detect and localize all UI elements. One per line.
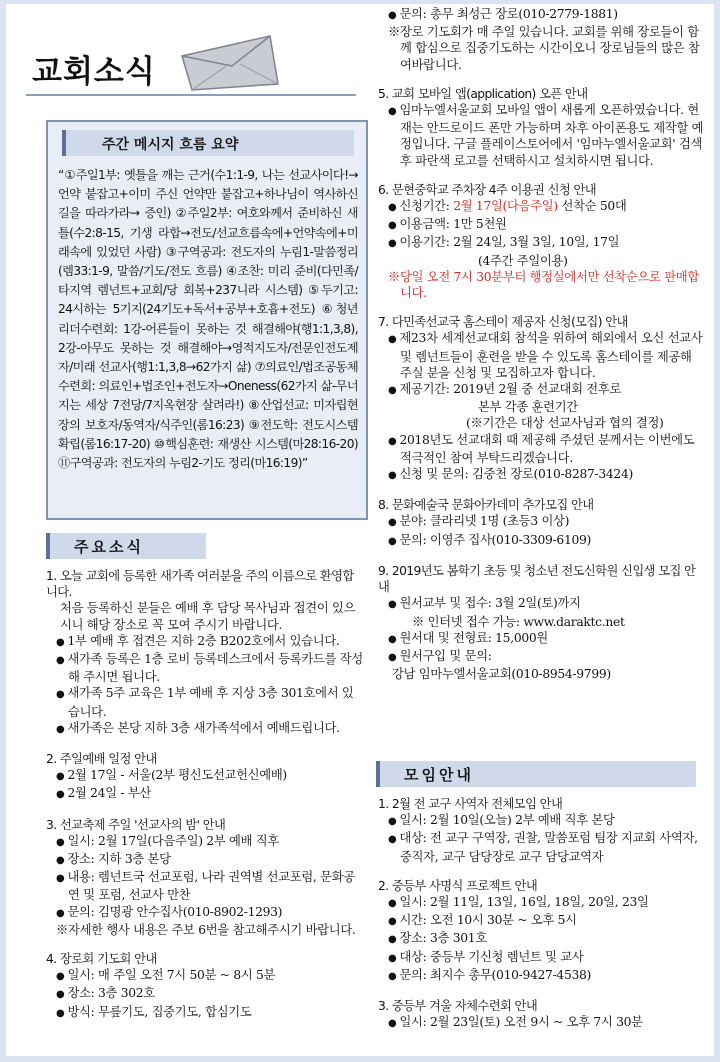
main-news-list (46, 568, 364, 1035)
summary-heading: 주간 메시지 흐름 요약 (62, 130, 354, 156)
meetings-list (378, 796, 706, 1045)
bulletin-page (6, 4, 714, 1056)
title-rule (26, 94, 356, 96)
news-item-6: 6. 문현중학교 주차장 4주 이용권 신청 안내 ● 신청기간: 2월 17일(다음주일) 선착순 50대 ● 이용금액: 1만 5천원 ● 이용기간: 2월 24일, 3월 3일, 10일, 17일 (4주간 주일이용) ※당일 오전 7시 30분부터 행정실에서만 선착순으로 판매합니다. (378, 182, 706, 301)
envelope-icon (174, 32, 286, 94)
news-item-4: 4. 장로회 기도회 안내 ● 일시: 매 주일 오전 7시 50분 ~ 8시 5분 ● 장소: 3층 302호 ● 방식: 무릎기도, 집중기도, 합심기도 (46, 951, 364, 1022)
meeting-item-2: 2. 중등부 사명식 프로젝트 안내 ● 일시: 2월 11일, 13일, 16일, 18일, 20일, 23일 ● 시간: 오전 10시 30분 ~ 오후 5시 ● 장소: 3층 301호 ● 대상: 중등부 기신청 렘넌트 및 교사 ● 문의: 최지수 총무(010-9427-4538) (378, 878, 706, 985)
meeting-item-3: 3. 중등부 겨울 자체수련회 안내 ● 일시: 2월 23일(토) 오전 9시 ~ 오후 7시 30분 (378, 998, 706, 1032)
news-item-7: 7. 다민족선교국 홈스테이 제공자 신청(모집) 안내 ● 제23차 세계선교대회 참석을 위하여 해외에서 오신 선교사 및 렘넌트들이 훈련을 받을 수 있도록 홈스테이를 제공해 주실 분을 신청 및 모집하고자 합니다. ● 제공기간: 2019년 2월 중 선교대회 전후로 본부 각종 훈련기간 (※기간은 대상 선교사님과 협의 결정) ● 2018년도 선교대회 때 제공해 주셨던 분께서는 이번에도 적극적인 참여 부탁드리겠습니다. ● 신청 및 문의: 김중천 장로(010-8287-3424) (378, 314, 706, 484)
news-item-4-contd: ● 문의: 총무 최성근 장로(010-2779-1881) ※장로 기도회가 매 주일 있습니다. 교회를 위해 장로들이 함께 합심으로 집중기도하는 시간이오니 장로님들의 많은 참여바랍니다. (378, 6, 706, 73)
news-item-2: 2. 주일예배 일정 안내 ● 2월 17일 - 서울(2부 평신도선교헌신예배) ● 2월 24일 - 부산 (46, 751, 364, 804)
news-item-9: 9. 2019년도 봄학기 초등 및 청소년 전도신학원 신입생 모집 안내 ● 원서교부 및 접수: 3월 2일(토)까지 ※ 인터넷 접수 가능: www.daraktc.net ● 원서대 및 전형료: 15,000원 ● 원서구입 및 문의: 강남 임마누엘서울교회(010-8954-9799) (378, 563, 706, 682)
right-news-list (378, 6, 706, 695)
news-item-3: 3. 선교축제 주일 '선교사의 밤' 안내 ● 일시: 2월 17일(다음주일) 2부 예배 직후 ● 장소: 지하 3층 본당 ● 내용: 렘넌트국 선교포럼, 나라 권역별 선교포럼, 문화공연 및 포럼, 선교사 만찬 ● 문의: 김명광 안수집사(010-8902-1293) ※자세한 행사 내용은 주보 6번을 참고해주시기 바랍니다. (46, 817, 364, 938)
meetings-heading: 모임안내 (376, 761, 696, 787)
main-news-heading: 주요소식 (46, 533, 206, 559)
meeting-item-1: 1. 2월 전 교구 사역자 전체모임 안내 ● 일시: 2월 10일(오늘) 2부 예배 직후 본당 ● 대상: 전 교구 구역장, 권찰, 말씀포럼 팀장 지교회 사역자, 중직자, 교구 담당장로 교구 담당교역자 (378, 796, 706, 865)
news-item-8: 8. 문화예술국 문화아카데미 추가모집 안내 ● 분야: 클라리넷 1명 (초등3 이상) ● 문의: 이영주 집사(010-3309-6109) (378, 497, 706, 550)
weekly-message-summary (46, 120, 368, 520)
page-title: 교회소식 (32, 54, 156, 90)
summary-text: “①주일1부: 옛틀을 깨는 근거(수1:1-9, 나는 선교사이다!→ 언약 붙잡고+이미 주신 언약만 붙잡고+하나님이 역사하신 길을 따라가라→ 증인) ②주일2부: 여호와께서 준비하신 새틀(수2:8-15, 기생 라합→전도/선교흐름속에+언약속에+미래속에 있었던 사람) ③구역공과: 전도자의 누림1-말씀정리(렘33:1-9, 말씀/기도/전도 흐름) ④조찬: 미리 준비(다민족/타지역 렘넌트+교회/당 회복+237니라 시스템) ⑤두기고: 24시하는 5기지(24기도+독서+공부+호흡+전도) ⑥청년리더수련회: 1강-어른들이 못하는 것 해결해야(행1:1,3,8), 2강-아무도 못하는 것 해결해야→영적지도자/전문인전도제자/미래 선교사(행1:1,3,8→62가지 삶) ⑦의료인/법조공동체 수련회: 의료인+법조인+전도자→Oneness(62가지 삶-무너지는 세상 7전당/7지옥현장 살려라!) ⑧산업선교: 미자립현장의 보호자/동역자/식주인(롬16:23) ⑨전도학: 전도시스템 확립(롬16:17-20) ⑩핵심훈련: 재생산 시스템(마28:16-20) ⑪구역공과: 전도자의 누림2-기도 정리(마16:19)” (58, 168, 358, 471)
news-item-1: 1. 오늘 교회에 등록한 새가족 여러분을 주의 이름으로 환영합니다. 처음 등록하신 분들은 예배 후 담당 목사님과 접견이 있으시니 해당 장소로 꼭 모여 주시기 바랍니다. ● 1부 예배 후 접견은 지하 2층 B202호에서 있습니다. ● 새가족 등록은 1층 로비 등록데스크에서 등록카드를 작성해 주시면 됩니다. ● 새가족 5주 교육은 1부 예배 후 지상 3층 301호에서 있습니다. ● 새가족은 본당 지하 3층 새가족석에서 예배드립니다. (46, 568, 364, 738)
news-item-5: 5. 교회 모바일 앱(application) 오픈 안내 ● 임마누엘서울교회 모바일 앱이 새롭게 오픈하였습니다. 현재는 안드로이드 폰만 가능하며 차후 아이폰용도 제작할 예정입니다. 구글 플레이스토어에서 '임마누엘서울교회' 검색 후 파란색 로고를 선택하시고 설치하시면 됩니다. (378, 86, 706, 169)
